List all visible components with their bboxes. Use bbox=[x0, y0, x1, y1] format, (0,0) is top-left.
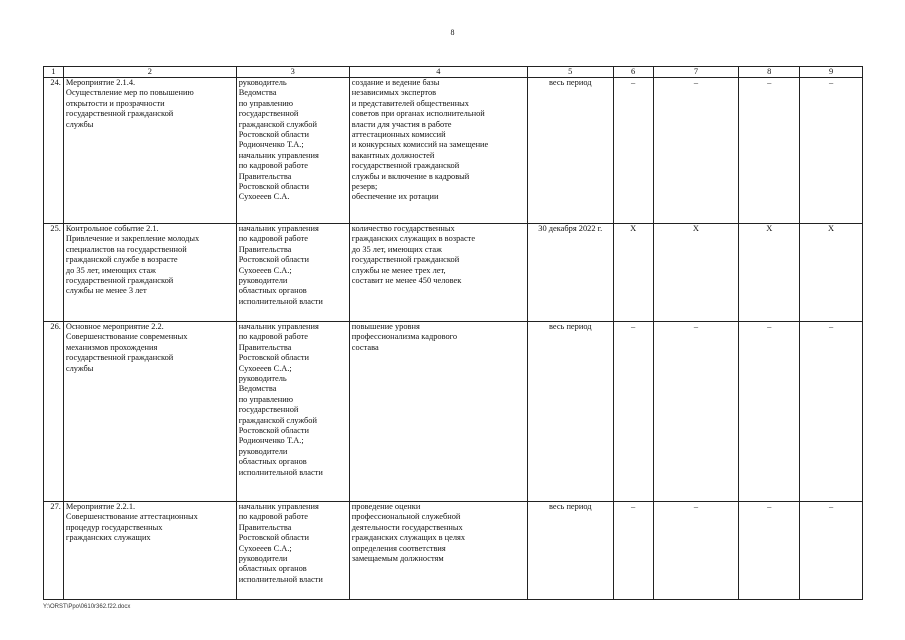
col9-cell: – bbox=[800, 322, 863, 502]
event-cell: Основное мероприятие 2.2. Совершенствование современных механизмов прохождения государственной гражданской службы bbox=[63, 322, 236, 502]
col6-cell: – bbox=[613, 502, 653, 600]
col7-cell: – bbox=[653, 322, 739, 502]
responsible-cell: начальник управления по кадровой работе Правительства Ростовской области Сухоееев С.А.; руководители областных органов исполнительной власти bbox=[236, 502, 349, 600]
column-number-row bbox=[44, 67, 863, 78]
col7-cell: X bbox=[653, 224, 739, 322]
row-number: 26. bbox=[44, 322, 64, 502]
result-cell: проведение оценки профессиональной служебной деятельности государственных гражданских служащих в целях определения соответствия замещаемым должностям bbox=[349, 502, 527, 600]
row-number: 27. bbox=[44, 502, 64, 600]
col8-cell: – bbox=[739, 322, 800, 502]
column-header-8: 8 bbox=[739, 67, 800, 78]
column-header-3: 3 bbox=[236, 67, 349, 78]
table-row bbox=[44, 224, 863, 322]
period-cell: 30 декабря 2022 г. bbox=[527, 224, 613, 322]
event-cell: Мероприятие 2.2.1. Совершенствование аттестационных процедур государственных гражданских служащих bbox=[63, 502, 236, 600]
row-number: 24. bbox=[44, 78, 64, 224]
col9-cell: X bbox=[800, 224, 863, 322]
col9-cell: – bbox=[800, 78, 863, 224]
col8-cell: X bbox=[739, 224, 800, 322]
column-header-6: 6 bbox=[613, 67, 653, 78]
col7-cell: – bbox=[653, 502, 739, 600]
col8-cell: – bbox=[739, 78, 800, 224]
col7-cell: – bbox=[653, 78, 739, 224]
column-header-5: 5 bbox=[527, 67, 613, 78]
col6-cell: X bbox=[613, 224, 653, 322]
col6-cell: – bbox=[613, 78, 653, 224]
program-table bbox=[43, 66, 863, 600]
result-cell: количество государственных гражданских служащих в возрасте до 35 лет, имеющих стаж государственной гражданской службы не менее трех лет, составит не менее 450 человек bbox=[349, 224, 527, 322]
responsible-cell: начальник управления по кадровой работе Правительства Ростовской области Сухоееев С.А.; руководители областных органов исполнительной власти bbox=[236, 224, 349, 322]
table-row bbox=[44, 78, 863, 224]
result-cell: создание и ведение базы независимых экспертов и представителей общественных советов при органах исполнительной власти для участия в работе аттестационных комиссий и конкурсных комиссий на замещение вакантных должностей государственной гражданской службы и включение в кадровый резерв; обеспечение их ротации bbox=[349, 78, 527, 224]
column-header-9: 9 bbox=[800, 67, 863, 78]
col6-cell: – bbox=[613, 322, 653, 502]
event-cell: Контрольное событие 2.1. Привлечение и закрепление молодых специалистов на государственной гражданской службе в возрасте до 35 лет, имеющих стаж государственной гражданской службы не менее 3 лет bbox=[63, 224, 236, 322]
responsible-cell: начальник управления по кадровой работе Правительства Ростовской области Сухоееев С.А.; руководитель Ведомства по управлению государственной гражданской службой Ростовской области Родионченко Т.А.; руководители областных органов исполнительной власти bbox=[236, 322, 349, 502]
col9-cell: – bbox=[800, 502, 863, 600]
column-header-2: 2 bbox=[63, 67, 236, 78]
event-cell: Мероприятие 2.1.4. Осуществление мер по повышению открытости и прозрачности государственной гражданской службы bbox=[63, 78, 236, 224]
column-header-1: 1 bbox=[44, 67, 64, 78]
result-cell: повышение уровня профессионализма кадрового состава bbox=[349, 322, 527, 502]
responsible-cell: руководитель Ведомства по управлению государственной гражданской службой Ростовской области Родионченко Т.А.; начальник управления по кадровой работе Правительства Ростовской области Сухоееев С.А. bbox=[236, 78, 349, 224]
file-path-footer: Y:\ORST\Ppo\0610r362.f22.docx bbox=[43, 604, 131, 610]
table-row bbox=[44, 322, 863, 502]
column-header-4: 4 bbox=[349, 67, 527, 78]
period-cell: весь период bbox=[527, 78, 613, 224]
period-cell: весь период bbox=[527, 322, 613, 502]
page-number: 8 bbox=[450, 28, 455, 37]
row-number: 25. bbox=[44, 224, 64, 322]
table-row bbox=[44, 502, 863, 600]
period-cell: весь период bbox=[527, 502, 613, 600]
column-header-7: 7 bbox=[653, 67, 739, 78]
col8-cell: – bbox=[739, 502, 800, 600]
